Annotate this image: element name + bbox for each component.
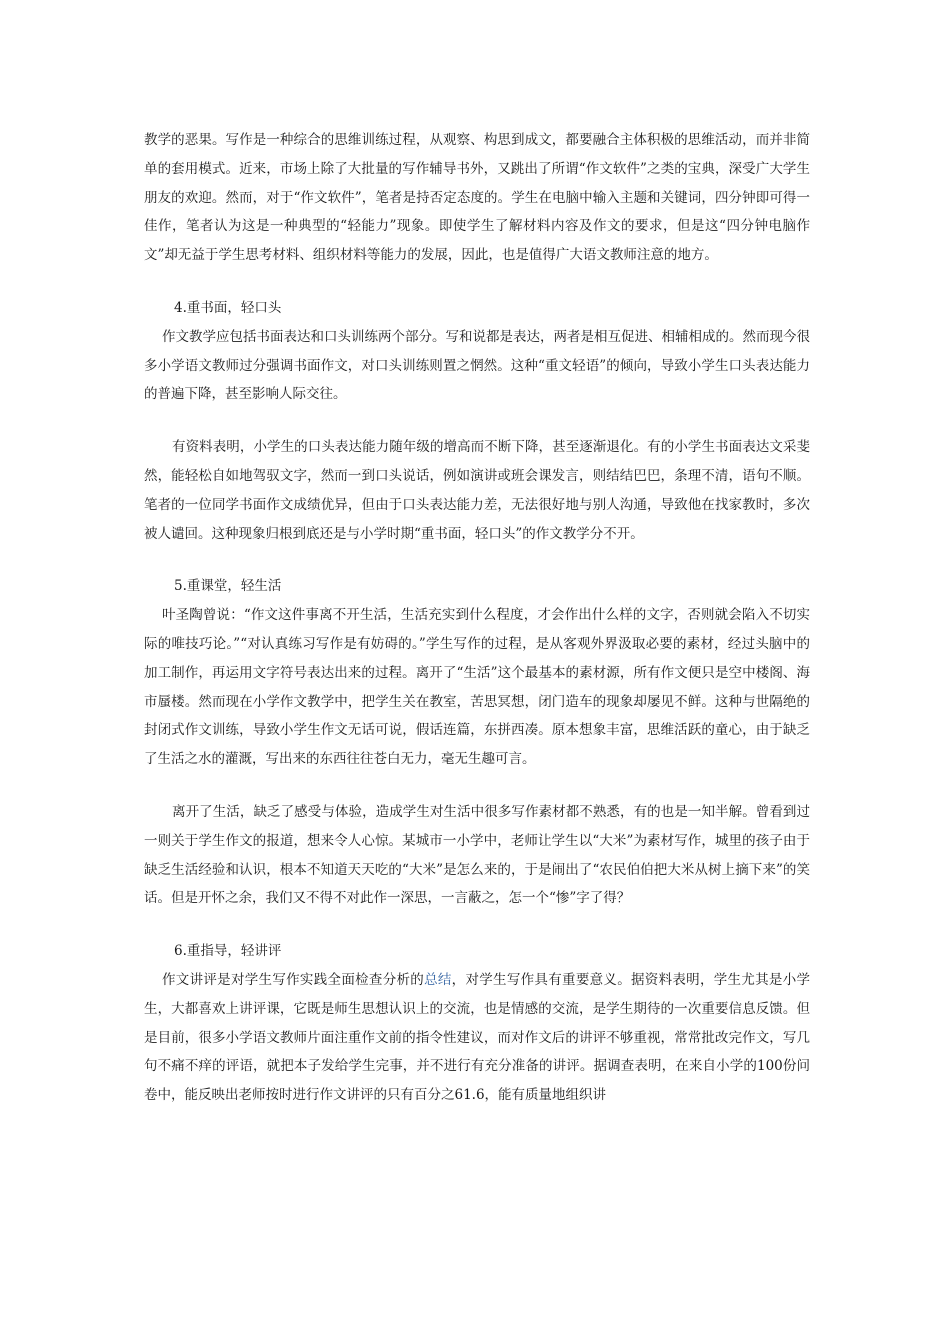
- paragraph-4b: 有资料表明，小学生的口头表达能力随年级的增高而不断下降，甚至逐渐退化。有的小学生书面表达文采斐然，能轻松自如地驾驭文字，然而一到口头说话，例如演讲或班会课发言，则结结巴巴，条理不清，语句不顺。笔者的一位同学书面作文成绩优异，但由于口头表达能力差，无法很好地与别人沟通，导致他在找家教时，多次被人谴回。这种现象归根到底还是与小学时期“重书面，轻口头”的作文教学分不开。: [144, 439, 810, 542]
- spacer: [144, 913, 810, 937]
- paragraph-5a: 叶圣陶曾说：“作文这件事离不开生活，生活充实到什么程度，才会作出什么样的文字，否则就会陷入不切实际的唯技巧论。”“对认真练习写作是有妨碍的。”学生写作的过程，是从客观外界汲取必要的素材，经过头脑中的加工制作，再运用文字符号表达出来的过程。离开了“生活”这个最基本的素材源，所有作文便只是空中楼阁、海市蜃楼。然而现在小学作文教学中，把学生关在教室，苦思冥想，闭门造车的现象却屡见不鲜。这种与世隔绝的封闭式作文训练，导致小学生作文无话可说，假话连篇，东拼西凑。原本想象丰富，思维活跃的童心，由于缺乏了生活之水的灌溉，写出来的东西往往苍白无力，毫无生趣可言。: [144, 607, 810, 768]
- section-heading-6: 6.重指导，轻讲评: [174, 943, 282, 960]
- section-heading-5: 5.重课堂，轻生活: [174, 578, 282, 595]
- spacer: [144, 548, 810, 572]
- spacer: [144, 270, 810, 294]
- summary-link[interactable]: 总结: [424, 971, 452, 988]
- paragraph-6a: [144, 966, 810, 1110]
- paragraph-6a-text-rest: ，对学生写作具有重要意义。据资料表明，学生尤其是小学生，大都喜欢上讲评课，它既是师生思想认识上的交流，也是情感的交流，是学生期待的一次重要信息反馈。但是目前，很多小学语文教师片面注重作文前的指令性建议，而对作文后的讲评不够重视，常常批改完作文，写几句不痛不痒的评语，就把本子发给学生完事，并不进行有充分准备的讲评。据调查表明，在来自小学的100份问卷中，能反映出老师按时进行作文讲评的只有百分之61.6，能有质量地组织讲: [144, 971, 811, 1104]
- spacer: [144, 409, 810, 433]
- spacer: [144, 774, 810, 798]
- paragraph-4a: 作文教学应包括书面表达和口头训练两个部分。写和说都是表达，两者是相互促进、相辅相成的。然而现今很多小学语文教师过分强调书面作文，对口头训练则置之惘然。这种“重文轻语”的倾向，导致小学生口头表达能力的普遍下降，甚至影响人际交往。: [144, 328, 810, 403]
- section-heading-4: 4.重书面，轻口头: [174, 299, 282, 316]
- document-page: [144, 126, 810, 1110]
- paragraph-5b: 离开了生活，缺乏了感受与体验，造成学生对生活中很多写作素材都不熟悉，有的也是一知半解。曾看到过一则关于学生作文的报道，想来令人心惊。某城市一小学中，老师让学生以“大米”为素材写作，城里的孩子由于缺乏生活经验和认识，根本不知道天天吃的“大米”是怎么来的，于是闹出了“农民伯伯把大米从树上摘下来”的笑话。但是开怀之余，我们又不得不对此作一深思，一言蔽之，怎一个“惨”字了得？: [144, 803, 810, 907]
- paragraph-6a-text: 作文讲评是对学生写作实践全面检查分析的: [162, 971, 425, 988]
- paragraph-intro: 教学的恶果。写作是一种综合的思维训练过程，从观察、构思到成文，都要融合主体积极的思维活动，而并非简单的套用模式。近来，市场上除了大批量的写作辅导书外，又跳出了所谓“作文软件”之类的宝典，深受广大学生朋友的欢迎。然而，对于“作文软件”，笔者是持否定态度的。学生在电脑中输入主题和关键词，四分钟即可得一佳作，笔者认为这是一种典型的“轻能力”现象。即使学生了解材料内容及作文的要求，但是这“四分钟电脑作文”却无益于学生思考材料、组织材料等能力的发展，因此，也是值得广大语文教师注意的地方。: [144, 132, 810, 264]
